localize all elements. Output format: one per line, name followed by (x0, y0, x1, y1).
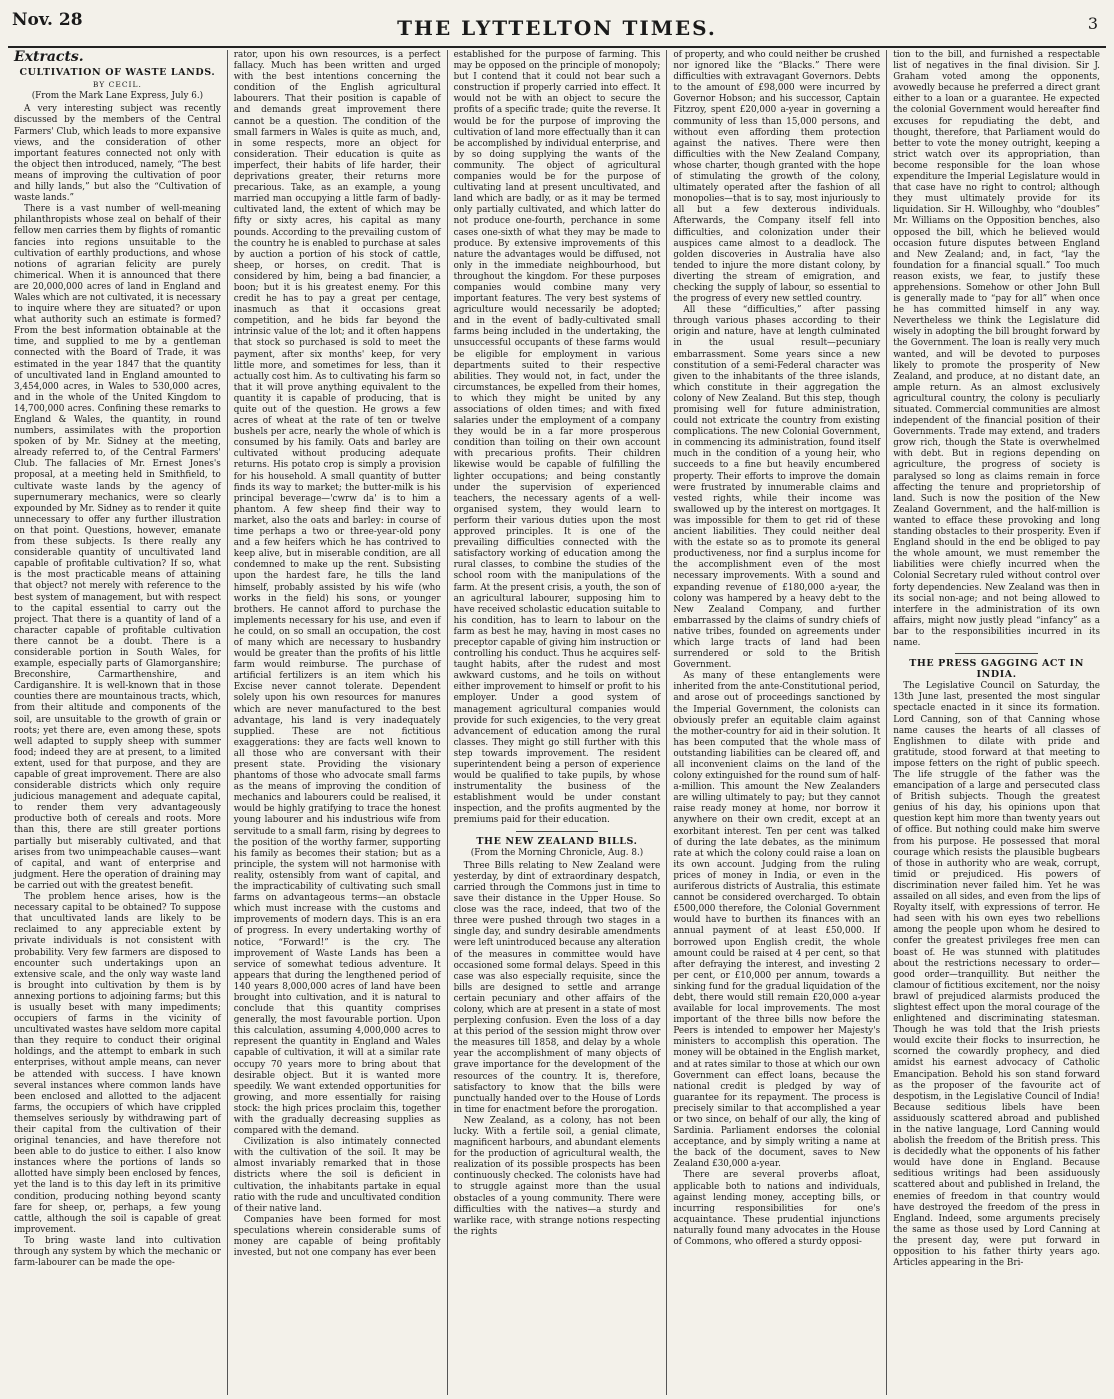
paragraph: The Legislative Council on Saturday, the 13th June last, presented the most singular spectacle enacted in it since its formation. Lord Canning, son of that Canning whose name causes the hearts of all classes of Englishmen to dilate with pride and gratitude, stood forward at that meeting to impose fetters on the right of public speech. The life struggle of the father was the emancipation of a large and persecuted class of British subjects. Though the greatest genius of his day, his opinions upon that question kept him more than twenty years out of office. But nothing could make him swerve from his purpose. He possessed that moral courage which resists the plausible bugbears of those in authority who are weak, corrupt, timid or prejudiced. His powers of discrimination never failed him. Yet he was assailed on all sides, and even from the lips of Royalty itself, with expressions of terror. He had seen with his own eyes two rebellions among the people upon whom he desired to confer the greatest privileges free men can boast of. He was stunned with platitudes about the restrictions necessary to order—good order—tranquillity. But neither the clamour of fictitious excitement, nor the noisy brawl of prejudiced alarmists produced the slightest effect upon the moral courage of the enlightened and discriminating statesman. Though he was told that the Irish priests would excite their flocks to insurrection, he scorned the cowardly prophecy, and died amidst his earnest advocacy of Catholic Emancipation. Behold his son stand forward as the proposer of the favourite act of despotism, in the Legislative Council of India! Because seditious libels have been assiduously scattered abroad and published in the native language, Lord Canning would abolish the freedom of the British press. This is decidedly what the opponents of his father would have done in England. Because seditious writings had been assiduously scattered about and published in Ireland, the enemies of freedom in that country would have destroyed the freedom of the press in England. Indeed, some arguments precisely the same as those used by Lord Canning at the present day, were put forward in opposition to his father thirty years ago. Articles appearing in the Bri- (893, 681, 1100, 1269)
column-5 (887, 50, 1106, 1395)
article-headline: THE PRESS GAGGING ACT IN INDIA. (909, 658, 1084, 681)
paragraph: Civilization is also intimately connected with the cultivation of the soil. It may be almost invariably remarked that in those districts where the soil is deficient in cultivation, the inhabitants partake in equal ratio with the rude and uncultivated condition of their native land. (233, 1137, 441, 1214)
paragraph: Companies have been formed for most speculations wherein considerable sums of money are capable of being profitably invested, but not one company has ever been (233, 1214, 441, 1259)
paragraph: There are several proverbs afloat, applicable both to nations and individuals, against lending money, accepting bills, or incurring responsibilities for one's acquaintance. These prudential injunctions naturally found many advocates in the House of Commons, who offered a sturdy opposi- (673, 1170, 881, 1248)
paragraph: A very interesting subject was recently discussed by the members of the Central Farmers' Club, which leads to more expansive views, and the consideration of other important features connected not only with the object then introduced, namely, “The best means of improving the cultivation of poor and hilly lands,” but also the “Cultivation of waste lands.” (14, 104, 221, 204)
paragraph: tion to the bill, and furnished a respectable list of negatives in the final division. Sir J. Graham voted among the opponents, avowedly because he preferred a direct grant either to a loan or a guarantee. He expected the colonial Government would hereafter find excuses for repudiating the debt, and thought, therefore, that Parliament would do better to vote the money outright, keeping a strict watch over its appropriation, than become responsible for the loan whose expenditure the Imperial Legislature would in that case have no right to control; although they must ultimately provide for its liquidation. Sir H. Willoughby, who “doubles” Mr. Williams on the Opposition benches, also opposed the bill, which he believed would occasion future disputes between England and New Zealand; and, in fact, “lay the foundation for a financial squall.” Too much reason exists, we fear, to justify these apprehensions. Somehow or other John Bull is generally made to “pay for all” when once he has committed himself in any way. Nevertheless we think the Legislature did wisely in adopting the bill brought forward by the Government. The loan is really very much wanted, and will be devoted to purposes likely to promote the prosperity of New Zealand, and produce, at no distant date, an ample return. As an almost exclusively agricultural country, the colony is peculiarly situated. Commercial communities are almost independent of the financial position of their Governments. Trade may extend, and traders grow rich, though the State is overwhelmed with debt. But in regions depending on agriculture, the progress of society is paralysed so long as claims remain in force affecting the tenure and proprietorship of land. Such is now the position of the New Zealand Government, and the half-million is wanted to efface these provoking and long standing obstacles to their prosperity. Even if England should in the end be obliged to pay the whole amount, we must remember the liabilities were chiefly incurred when the Colonial Secretary ruled without control over forty dependencies. New Zealand was then in its social non-age; and not being allowed to interfere in the administration of its own affairs, might now justly plead “infancy” as a bar to the responsibilities incurred in its name. (893, 50, 1100, 648)
newspaper-title: THE LYTTELTON TIMES. (397, 16, 717, 40)
article-source: (From the Morning Chronicle, Aug. 8.) (470, 847, 644, 858)
paragraph: of property, and who could neither be crushed nor ignored like the “Blacks.” There were difficulties with extravagant Governors. Debts to the amount of £98,000 were incurred by Governor Hobson; and his successor, Captain Fitzroy, spent £20,000 a-year in governing a community of less than 15,000 persons, and without even affording them protection against the natives. There were then difficulties with the New Zealand Company, whose charter, though granted with the hope of stimulating the growth of the colony, ultimately operated after the fashion of all monopolies—that is to say, most injuriously to all but a few dexterous individuals. Afterwards, the Company itself fell into difficulties, and colonization under their auspices came almost to a deadlock. The golden discoveries in Australia have also tended to injure the more distant colony, by diverting the stream of emigration, and checking the supply of labour, so essential to the progress of every new settled country. (673, 50, 881, 305)
paragraph: The problem hence arises, how is the necessary capital to be obtained? To suppose that uncultivated lands are likely to be reclaimed to any appreciable extent by private individuals is not consistent with probability. Very few farmers are disposed to encounter such undertakings upon an extensive scale, and the only way waste land is brought into cultivation by them is by annexing portions to adjoining farms; but this is usually beset with many impediments; occupiers of farms in the vicinity of uncultivated wastes have seldom more capital than they require to conduct their original holdings, and the attempt to embark in such enterprises, without ample means, can never be attended with success. I have known several instances where common lands have been enclosed and allotted to the adjacent farms, the occupiers of which have crippled themselves seriously by withdrawing part of their capital from the cultivation of their original tenancies, and have therefore not been able to do justice to either. I also know instances where the portions of lands so allotted have simply been enclosed by fences, yet the land is to this day left in its primitive condition, producing nothing beyond scanty fare for sheep, or, perhaps, a few young cattle, although the soil is capable of great improvement. (14, 892, 221, 1235)
article-headline: CULTIVATION OF WASTE LANDS. (19, 67, 216, 79)
column-1 (8, 50, 228, 1395)
paragraph: All these “difficulties,” after passing through various phases according to their origin and nature, have at length culminated in the usual result—pecuniary embarrassment. Some years since a new constitution of a semi-Federal character was given to the inhabitants of the three islands, which constitute in their aggregation the colony of New Zealand. But this step, though promising well for future administration, could not extricate the country from existing complications. The new Colonial Government, in commencing its administration, found itself much in the condition of a young heir, who succeeds to a fine but heavily encumbered property. Their efforts to improve the domain were frustrated by innumerable claims and vested rights, while their income was swallowed up by the interest on mortgages. It was impossible for them to get rid of these ancient liabilities. They could neither deal with the estate so as to promote its general productiveness, nor find a surplus income for the accomplishment even of the most necessary improvements. With a sound and expanding revenue of £180,000 a-year, the colony was hampered by a heavy debt to the New Zealand Company, and further embarrassed by the claims of sundry chiefs of native tribes, founded on agreements under which large tracts of land had been surrendered or sold to the British Government. (673, 305, 881, 671)
paragraph: As many of these entanglements were inherited from the ante-Constitutional period, and arose out of proceedings sanctioned by the Imperial Government, the colonists can obviously prefer an equitable claim against the mother-country for aid in their solution. It has been computed that the whole mass of outstanding liabilities can be cleared off, and all inconvenient claims on the land of the colony extinguished for the round sum of half-a-million. This amount the New Zealanders are willing ultimately to pay; but they cannot raise ready money at home, nor borrow it anywhere on their own credit, except at an exorbitant interest. Ten per cent was talked of during the late debates, as the minimum rate at which the colony could raise a loan on its own account. Judging from the ruling prices of money in India, or even in the auriferous districts of Australia, this estimate cannot be considered overcharged. To obtain £500,000 therefore, the Colonial Government would have to burthen its finances with an annual payment of at least £50,000. If borrowed upon English credit, the whole amount could be raised at 4 per cent, so that after defraying the interest, and investing 2 per cent, or £10,000 per annum, towards a sinking fund for the gradual liquidation of the debt, there would still remain £20,000 a-year available for local improvements. The most important of the three bills now before the Peers is intended to empower her Majesty's ministers to accomplish this operation. The money will be obtained in the English market, and at rates similar to those at which our own Government can effect loans, because the national credit is pledged by way of guarantee for its repayment. The process is precisely similar to that accomplished a year or two since, on behalf of our ally, the king of Sardinia. Parliament endorses the colonial acceptance, and by simply writing a name at the back of the document, saves to New Zealand £30,000 a-year. (673, 671, 881, 1170)
article-source: (From the Mark Lane Express, July 6.) (31, 91, 204, 102)
paragraph: New Zealand, as a colony, has not been lucky. With a fertile soil, a genial climate, magnificent harbours, and abundant elements for the production of agricultural wealth, the realization of its possible prospects has been continuously checked. The colonists have had to struggle against more than the usual obstacles of a young community. There were difficulties with the natives—a sturdy and warlike race, with strange notions respecting the rights (453, 1115, 661, 1237)
column-2 (228, 50, 448, 1395)
masthead (8, 6, 1106, 48)
paragraph: There is a vast number of well-meaning philanthropists whose zeal on behalf of their fellow men carries them by flights of romantic fancies into regions unsuitable to the cultivation of earthly productions, and whose notions of agrarian felicity are purely chimerical. When it is announced that there are 20,000,000 acres of land in England and Wales which are not cultivated, it is necessary to inquire where they are situated? or upon what authority such an estimate is formed? From the best information obtainable at the time, and supplied to me by a gentleman connected with the Board of Trade, it was estimated in the year 1847 that the quantity of uncultivated land in England amounted to 3,454,000 acres, in Wales to 530,000 acres, and in the whole of the United Kingdom to 14,700,000 acres. Confining these remarks to England & Wales, the quantity, in round numbers, assimilates with the proportion spoken of by Mr. Sidney at the meeting, already referred to, of the Central Farmers' Club. The fallacies of Mr. Ernest Jones's proposal, at a meeting held in Smithfield, to cultivate waste lands by the agency of supernumerary mechanics, were so clearly expounded by Mr. Sidney as to render it quite unnecessary to offer any further illustration on that point. Questions, however, emanate from these subjects. Is there really any considerable quantity of uncultivated land capable of profitable cultivation? If so, what is the most practicable means of attaining that object? not merely with reference to the best system of management, but with respect to the capital essential to carry out the project. That there is a quantity of land of a character capable of profitable cultivation there cannot be a doubt. There is a considerable portion in South Wales, for example, especially parts of Glamorganshire; Breconshire, Carmarthenshire, and Cardiganshire. It is well-known that in those counties there are mountainous tracts, which, from their altitude and components of the soil, are unsuitable to the growth of grain or roots; yet there are, even among these, spots well adapted to supply sheep with summer food; indeed they are at present, to a limited extent, used for that purpose, and they are capable of great improvement. There are also considerable districts which only require judicious management and adequate capital, to render them very advantageously productive both of cereals and roots. More than this, there are still greater portions partially but miserably cultivated, and that arises from two unimpeachable causes—want of capital, and want of enterprise and judgment. Here the operation of draining may be carried out with the greatest benefit. (14, 204, 221, 891)
columns (8, 50, 1106, 1395)
paragraph: rator, upon his own resources, is a perfect fallacy. Much has been written and urged with the best intentions concerning the condition of the English agricultural labourers. That their position is capable of and demands great improvement there cannot be a question. The condition of the small farmers in Wales is quite as much, and, in some respects, more an object for consideration. Their education is quite as imperfect, their habits of life harder, their deprivations greater, their returns more precarious. Take, as an example, a young married man occupying a little farm of badly-cultivated land, the extent of which may be fifty or sixty acres, his capital as many pounds. According to the prevailing custom of the country he is enabled to purchase at sales by auction a portion of his stock of cattle, sheep, or horses, on credit. That is considered by him, being a bad financier, a boon; but it is his greatest enemy. For this credit he has to pay a great per centage, inasmuch as that it occasions great competition, and he bids far beyond the intrinsic value of the lot; and it often happens that stock so purchased is sold to meet the payment, after six months' keep, for very little more, and sometimes for less, than it actually cost him. As to cultivating his farm so that it will prove anything equivalent to the quantity it is capable of producing, that is quite out of the question. He grows a few acres of wheat at the rate of ten or twelve bushels per acre, nearly the whole of which is consumed by his family. Oats and barley are cultivated without producing adequate returns. His potato crop is simply a provision for his household. A small quantity of butter finds its way to market; the butter-milk is his principal beverage—'cwrw da' is to him a phantom. A few sheep find their way to market, also the oats and barley: in course of time perhaps a two or three-year-old pony and a few heifers which he has contrived to keep alive, but in miserable condition, are all condemned to make up the rent. Subsisting upon the hardest fare, he tills the land himself, probably assisted by his wife (who works in the field) his sons, or younger brothers. He cannot afford to purchase the implements necessary for his use, and even if he could, on so small an occupation, the cost of many which are necessary to husbandry would be greater than the profits of his little farm would reimburse. The purchase of artificial fertilizers is an item which his Excise never cannot tolerate. Dependent solely upon his own resources for manures which are never manufactured to the best advantage, his land is very inadequately supplied. These are not fictitious exaggerations: they are facts well known to all those who are conversant with their present state. Providing the visionary phantoms of those who advocate small farms as the means of improving the condition of mechanics and labourers could be realised, it would be highly gratifying to trace the honest young labourer and his industrious wife from servitude to a small farm, rising by degrees to the position of the worthy farmer, supporting his family as becomes their station; but as a principle, the system will not harmonise with reality, ostensibly from want of capital, and the impracticability of cultivating such small farms on advantageous terms—an obstacle which must increase with the customs and improvements of modern days. This is an era of progress. In every undertaking worthy of notice, “Forward!” is the cry. The improvement of Waste Lands has been a service of somewhat tedious adventure. It appears that during the lengthened period of 140 years 8,000,000 acres of land have been brought into cultivation, and it is natural to conclude that this quantity comprises generally, the most favourable portion. Upon this calculation, assuming 4,000,000 acres to represent the quantity in England and Wales capable of cultivation, it will at a similar rate occupy 70 years more to bring about that desirable object. But it is wanted more speedily. We want extended opportunities for growing, and more essentially for raising stock: the high prices proclaim this, together with the gradually decreasing supplies as compared with the demand. (233, 50, 441, 1137)
divider (955, 653, 1038, 654)
article-byline: BY CECIL. (92, 80, 142, 90)
page-number: 3 (1087, 14, 1098, 33)
section-label: Extracts. (14, 50, 84, 65)
issue-date: Nov. 28 (12, 10, 83, 30)
column-4 (667, 50, 887, 1395)
paragraph: To bring waste land into cultivation through any system by which the mechanic or farm-labourer can be made the ope- (14, 1235, 221, 1269)
divider (516, 831, 599, 832)
column-3 (448, 50, 668, 1395)
paragraph: Three Bills relating to New Zealand were yesterday, by dint of extraordinary despatch, carried through the Commons just in time to save their distance in the Upper House. So close was the race, indeed, that two of the three were pushed through two stages in a single day, and sundry desirable amendments were left unintroduced because any alteration of the measures in committee would have occasioned some formal delays. Speed in this case was also especially requisite, since the bills are designed to settle and arrange certain pecuniary and other affairs of the colony, which are at present in a state of most perplexing confusion. Even the loss of a day at this period of the session might throw over the measures till 1858, and delay by a whole year the accomplishment of many objects of grave importance for the development of the resources of the country. It is, therefore, satisfactory to know that the bills were punctually handed over to the House of Lords in time for enactment before the prorogation. (453, 860, 661, 1115)
article-headline: THE NEW ZEALAND BILLS. (476, 835, 638, 847)
paragraph: established for the purpose of farming. This may be opposed on the principle of monopoly; but I contend that it could not bear such a construction if properly carried into effect. It would not be with an object to secure the profits of a specific trade; quite the reverse. It would be for the purpose of improving the cultivation of land more effectually than it can be accomplished by individual enterprise, and by so doing supplying the wants of the community. The object of agricultural companies would be for the purpose of cultivating land at present uncultivated, and land which are badly, or as it may be termed only partially cultivated, and which latter do not produce one-fourth, perchance in some cases one-sixth of what they may be made to produce. By extensive improvements of this nature the advantages would be diffused, not only in the immediate neighbourhood, but throughout the kingdom. For these purposes companies would combine many very important features. The very best systems of agriculture would necessarily be adopted; and in the event of badly-cultivated small farms being included in the undertaking, the unsuccessful occupants of these farms would be eligible for employment in various departments suited to their respective abilities. They would not, in fact, under the circumstances, be expelled from their homes, to which they might be united by any associations of olden times; and with fixed salaries under the employment of a company they would be in a far more prosperous condition than toiling on their own account with precarious profits. Their children likewise would be capable of fulfilling the lighter occupations; and being constantly under the supervision of experienced teachers, the necessary agents of a well-organised system, they would learn to perform their various duties upon the most approved principles. It is one of the prevailing difficulties connected with the satisfactory working of education among the rural classes, to combine the studies of the school room with the manipulations of the farm. At the present crisis, a youth, the son of an agricultural labourer, supposing him to have received scholastic education suitable to his condition, has to learn to labour on the farm as best he may, having in most cases no preceptor capable of giving him instruction or controlling his conduct. Thus he acquires self-taught habits, after the rudest and most awkward customs, and he toils on without either improvement to himself or profit to his employer. Under a good system of management agricultural companies would provide for such exigencies, to the very great advancement of education among the rural classes. They might go still further with this step towards improvement. The resident superintendent being a person of experience would be qualified to take pupils, by whose instrumentality the business of the establishment would be under constant inspection, and the profits augmented by the premiums paid for their education. (453, 50, 661, 826)
